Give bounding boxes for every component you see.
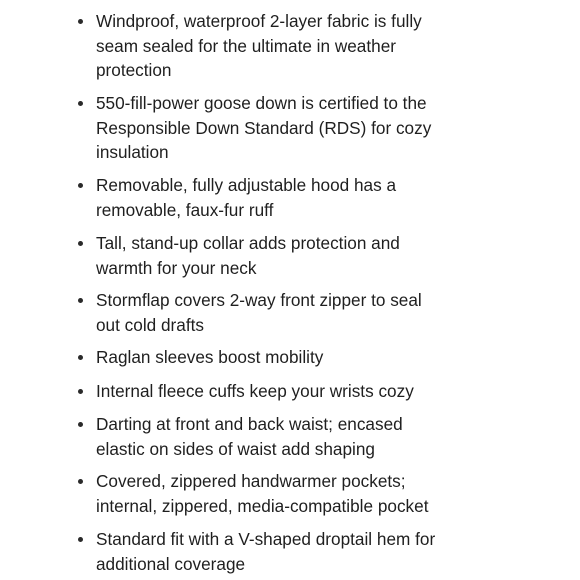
text-line: Raglan sleeves boost mobility: [96, 347, 324, 367]
text-line: Stormflap covers 2-way front zipper to seal: [96, 290, 422, 310]
feature-text: [96, 527, 496, 576]
text-line: Windproof, waterproof 2-layer fabric is fully: [96, 11, 422, 31]
feature-text: [96, 345, 496, 370]
feature-text: [96, 412, 496, 461]
feature-text: [96, 288, 496, 337]
bullet-icon: [78, 479, 83, 484]
text-line: elastic on sides of waist add shaping: [96, 438, 375, 459]
text-line: Tall, stand-up collar adds protection and: [96, 233, 400, 253]
bullet-icon: [78, 389, 83, 394]
bullet-icon: [78, 241, 83, 246]
bullet-icon: [78, 537, 83, 542]
feature-text: [96, 231, 496, 280]
text-line: out cold drafts: [96, 314, 204, 335]
bullet-icon: [78, 298, 83, 303]
text-line: removable, faux-fur ruff: [96, 199, 274, 220]
text-line: seam sealed for the ultimate in weather: [96, 35, 396, 56]
text-line: Standard fit with a V-shaped droptail hem for: [96, 529, 436, 549]
text-line: internal, zippered, media-compatible pocket: [96, 495, 429, 516]
text-line: insulation: [96, 142, 169, 163]
text-line: Darting at front and back waist; encased: [96, 414, 403, 434]
text-line: Covered, zippered handwarmer pockets;: [96, 471, 406, 491]
feature-text: [96, 91, 496, 165]
text-line: protection: [96, 60, 172, 81]
feature-text: [96, 9, 496, 83]
feature-text: [96, 173, 496, 222]
text-line: Removable, fully adjustable hood has a: [96, 175, 397, 195]
text-line: Responsible Down Standard (RDS) for cozy: [96, 117, 432, 138]
bullet-icon: [78, 19, 83, 24]
text-line: Internal fleece cuffs keep your wrists cozy: [96, 381, 414, 401]
text-line: warmth for your neck: [96, 257, 257, 278]
text-line: 550-fill-power goose down is certified to the: [96, 93, 427, 113]
text-line: additional coverage: [96, 553, 246, 574]
bullet-icon: [78, 422, 83, 427]
feature-text: [96, 469, 496, 518]
bullet-icon: [78, 355, 83, 360]
feature-text: [96, 379, 496, 404]
bullet-icon: [78, 101, 83, 106]
bullet-icon: [78, 183, 83, 188]
